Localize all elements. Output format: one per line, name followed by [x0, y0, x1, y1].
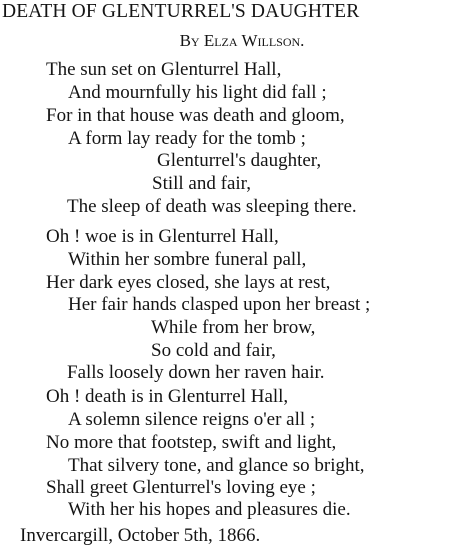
poem-line: The sleep of death was sleeping there. [67, 196, 357, 217]
poem-line: Oh ! woe is in Glenturrel Hall, [46, 226, 279, 247]
poem-line: Falls loosely down her raven hair. [67, 362, 325, 383]
poem-line: No more that footstep, swift and light, [46, 432, 337, 453]
poem-line: So cold and fair, [151, 340, 276, 361]
poem-byline: By Elza Willson. [179, 31, 305, 50]
poem-line: Her fair hands clasped upon her breast ; [68, 294, 371, 315]
poem-line: That silvery tone, and glance so bright, [68, 455, 365, 476]
poem-line: For in that house was death and gloom, [46, 105, 345, 126]
poem-line: A form lay ready for the tomb ; [68, 128, 306, 149]
poem-line: Shall greet Glenturrel's loving eye ; [46, 477, 316, 498]
poem-line: Oh ! death is in Glenturrel Hall, [46, 386, 289, 407]
poem-line: While from her brow, [151, 317, 316, 338]
poem-line: Her dark eyes closed, she lays at rest, [46, 272, 331, 293]
poem-title: DEATH OF GLENTURREL'S DAUGHTER [2, 1, 360, 22]
poem-line: Glenturrel's daughter, [157, 150, 322, 171]
poem-line: Within her sombre funeral pall, [68, 249, 307, 270]
poem-line: A solemn silence reigns o'er all ; [68, 409, 316, 430]
poem-line: The sun set on Glenturrel Hall, [46, 59, 282, 80]
poem-dateline: Invercargill, October 5th, 1866. [20, 525, 261, 546]
poem-line: Still and fair, [152, 173, 251, 194]
poem-line: And mournfully his light did fall ; [68, 82, 327, 103]
poem-line: With her his hopes and pleasures die. [68, 499, 351, 520]
